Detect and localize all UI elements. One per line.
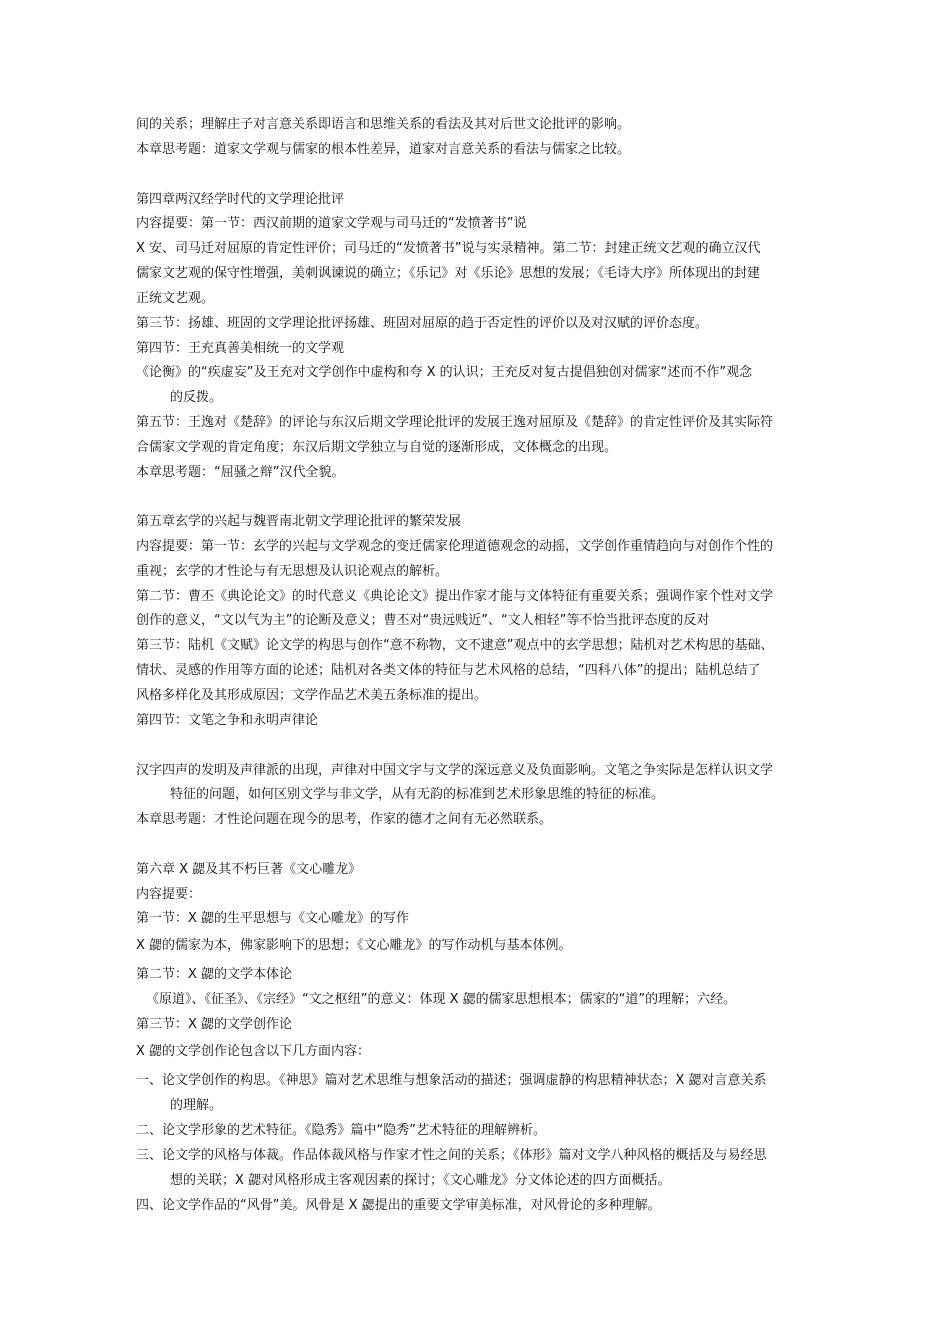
text-line: 创作的意义，“文以气为主”的论断及意义；曹丕对“贵远贱近”、“文人相轻”等不恰当批评态度的反对 (136, 613, 710, 628)
text-line: 正统文艺观。 (136, 291, 215, 306)
text-line: 风格多样化及其形成原因；文学作品艺术美五条标准的提出。 (136, 688, 488, 703)
text-line: 本章思考题：道家文学观与儒家的根本性差异，道家对言意关系的看法与儒家之比较。 (136, 142, 631, 157)
text-line: 第二节：曹丕《典论论文》的时代意义《典论论文》提出作家才能与文体特征有重要关系；强调作家个性对文学 (136, 589, 774, 604)
text-line: 第二节：X 勰的文学本体论 (136, 967, 293, 982)
chapter-heading: 第五章玄学的兴起与魏晋南北朝文学理论批评的繁荣发展 (136, 514, 462, 529)
text-line: 第三节：陆机《文赋》论文学的构思与创作“意不称物，文不逮意”观点中的玄学思想；陆机对艺术构思的基础、 (136, 638, 774, 653)
text-line: X 勰的文学创作论包含以下几方面内容： (136, 1044, 371, 1059)
text-line: 合儒家文学观的肯定角度；东汉后期文学独立与自觉的逐渐形成，文体概念的出现。 (136, 440, 618, 455)
text-line: 一、论文学创作的构思。《神思》篇对艺术思维与想象活动的描述；强调虚静的构思精神状态；X 勰对言意关系 (136, 1073, 767, 1088)
text-line: 二、论文学形象的艺术特征。《隐秀》篇中“隐秀”艺术特征的理解辨析。 (136, 1123, 546, 1138)
text-line: 第四节：文笔之争和永明声律论 (136, 713, 319, 728)
chapter-heading: 第四章两汉经学时代的文学理论批评 (136, 192, 345, 207)
text-line: 儒家文艺观的保守性增强，美刺讽谏说的确立；《乐记》对《乐论》思想的发展；《毛诗大序》所体现出的封建 (136, 266, 761, 281)
text-line: X 安、司马迁对屈原的肯定性评价；司马迁的“发愤著书”说与实录精神。第二节：封建正统文艺观的确立汉代 (136, 241, 761, 256)
text-line: 本章思考题：“屈骚之辩”汉代全貌。 (136, 465, 345, 480)
text-line: 内容提要：第一节：西汉前期的道家文学观与司马迁的“发愤著书”说 (136, 216, 527, 231)
text-line: 第三节：扬雄、班固的文学理论批评扬雄、班固对屈原的趋于否定性的评价以及对汉赋的评价态度。 (136, 316, 709, 331)
text-line: 本章思考题：才性论问题在现今的思考，作家的德才之间有无必然联系。 (136, 812, 553, 827)
text-line: X 勰的儒家为本，佛家影响下的思想；《文心雕龙》的写作动机与基本体例。 (136, 938, 572, 953)
text-line: 《原道》、《征圣》、《宗经》“文之枢纽”的意义：体现 X 勰的儒家思想根本；儒家的“道”的理解；六经。 (146, 992, 737, 1007)
text-line: 第三节：X 勰的文学创作论 (136, 1017, 293, 1032)
text-line: 重视；玄学的才性论与有无思想及认识论观点的解析。 (136, 564, 449, 579)
text-line: 四、论文学作品的“风骨”美。风骨是 X 勰提出的重要文学审美标准，对风骨论的多种理解。 (136, 1198, 661, 1213)
text-line: 三、论文学的风格与体裁。作品体裁风格与作家才性之间的关系；《体形》篇对文学八种风格的概括及与易经思 (136, 1148, 767, 1163)
text-line: 汉字四声的发明及声律派的出现，声律对中国文字与文学的深远意义及负面影响。文笔之争实际是怎样认识文学 (136, 763, 774, 778)
text-line: 第五节：王逸对《楚辞》的评论与东汉后期文学理论批评的发展王逸对屈原及《楚辞》的肯定性评价及其实际符 (136, 415, 774, 430)
text-line: 内容提要：第一节：玄学的兴起与文学观念的变迁儒家伦理道德观念的动摇，文学创作重情趋向与对创作个性的 (136, 539, 774, 554)
text-line: 第四节：王充真善美相统一的文学观 (136, 341, 345, 356)
text-line: 的理解。 (170, 1098, 223, 1113)
text-line: 特征的问题，如何区别文学与非文学，从有无韵的标准到艺术形象思维的特征的标准。 (170, 787, 665, 802)
text-line: 《论衡》的“疾虚妄”及王充对文学创作中虚构和夸 X 的认识；王充反对复古提倡独创对儒家“述而不作”观念 (136, 365, 753, 380)
text-line: 的反拨。 (170, 390, 223, 405)
chapter-heading: 第六章 X 勰及其不朽巨著《文心雕龙》 (136, 862, 362, 877)
text-line: 第一节：X 勰的生平思想与《文心雕龙》的写作 (136, 911, 410, 926)
text-line: 想的关联；X 勰对风格形成主客观因素的探讨；《文心雕龙》分文体论述的四方面概括。 (170, 1173, 671, 1188)
text-line: 内容提要： (136, 887, 202, 902)
text-line: 情状、灵感的作用等方面的论述；陆机对各类文体的特征与艺术风格的总结，“四科八体”的提出；陆机总结了 (136, 663, 761, 678)
text-line: 间的关系；理解庄子对言意关系即语言和思维关系的看法及其对后世文论批评的影响。 (136, 117, 631, 132)
